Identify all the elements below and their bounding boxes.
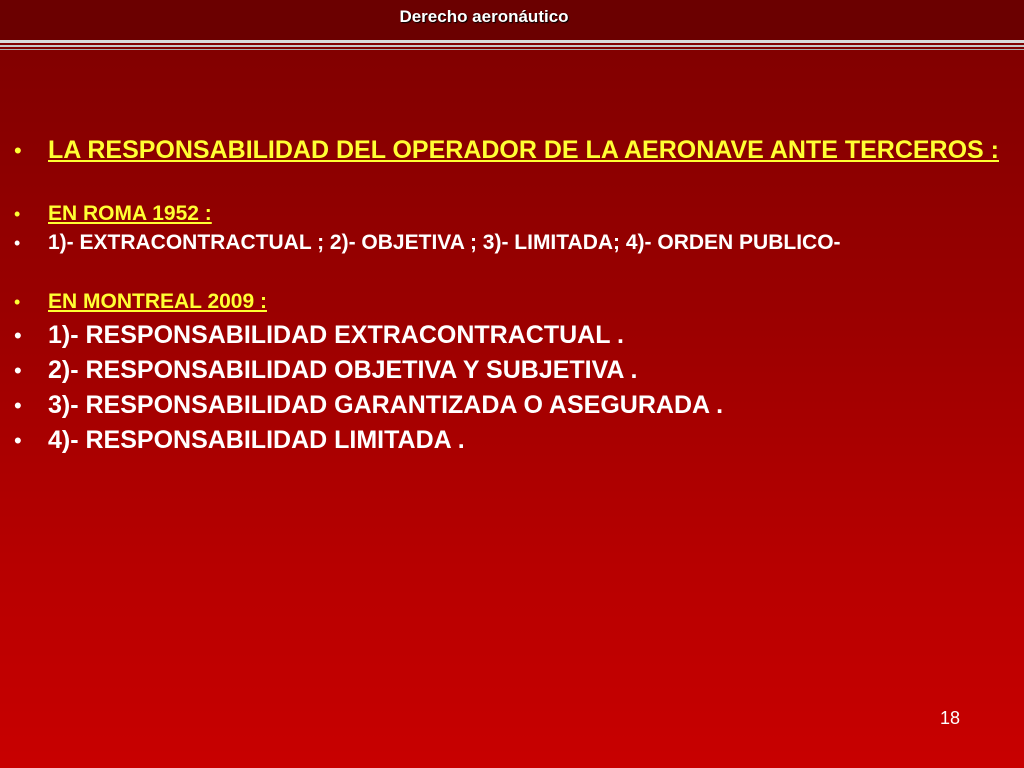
slide-page-number: 18 <box>940 708 961 728</box>
bullet-item-roma-detail <box>14 232 1012 253</box>
bullet-icon: • <box>14 233 21 253</box>
bullet-item-montreal-1 <box>14 323 1012 348</box>
bullet-icon: • <box>14 204 21 224</box>
slide-header <box>0 0 1024 40</box>
bullet-item-roma <box>14 203 1012 224</box>
header-divider-line <box>0 40 1024 43</box>
bullet-text: EN MONTREAL 2009 : <box>48 290 267 313</box>
bullet-text: 1)- RESPONSABILIDAD EXTRACONTRACTUAL . <box>48 321 624 349</box>
bullet-icon: • <box>14 138 22 163</box>
bullet-text: EN ROMA 1952 : <box>48 202 212 225</box>
header-divider-line <box>0 49 1024 50</box>
bullet-item-heading <box>14 138 1012 163</box>
bullet-icon: • <box>14 428 22 453</box>
bullet-icon: • <box>14 358 22 383</box>
bullet-icon: • <box>14 323 22 348</box>
bullet-icon: • <box>14 292 21 312</box>
bullet-item-montreal-3 <box>14 393 1012 418</box>
bullet-text: LA RESPONSABILIDAD DEL OPERADOR DE LA AERONAVE ANTE TERCEROS : <box>48 136 999 164</box>
bullet-text: 3)- RESPONSABILIDAD GARANTIZADA O ASEGURADA . <box>48 391 724 419</box>
slide-body <box>14 138 1012 453</box>
bullet-item-montreal <box>14 291 1012 312</box>
slide-header-title: Derecho aeronáutico <box>399 7 569 26</box>
bullet-text: 2)- RESPONSABILIDAD OBJETIVA Y SUBJETIVA . <box>48 356 638 384</box>
header-divider-line <box>0 45 1024 47</box>
bullet-item-montreal-2 <box>14 358 1012 383</box>
bullet-item-montreal-4 <box>14 428 1012 453</box>
bullet-text: 1)- EXTRACONTRACTUAL ; 2)- OBJETIVA ; 3)- LIMITADA; 4)- ORDEN PUBLICO- <box>48 231 841 254</box>
bullet-icon: • <box>14 393 22 418</box>
bullet-text: 4)- RESPONSABILIDAD LIMITADA . <box>48 426 465 454</box>
